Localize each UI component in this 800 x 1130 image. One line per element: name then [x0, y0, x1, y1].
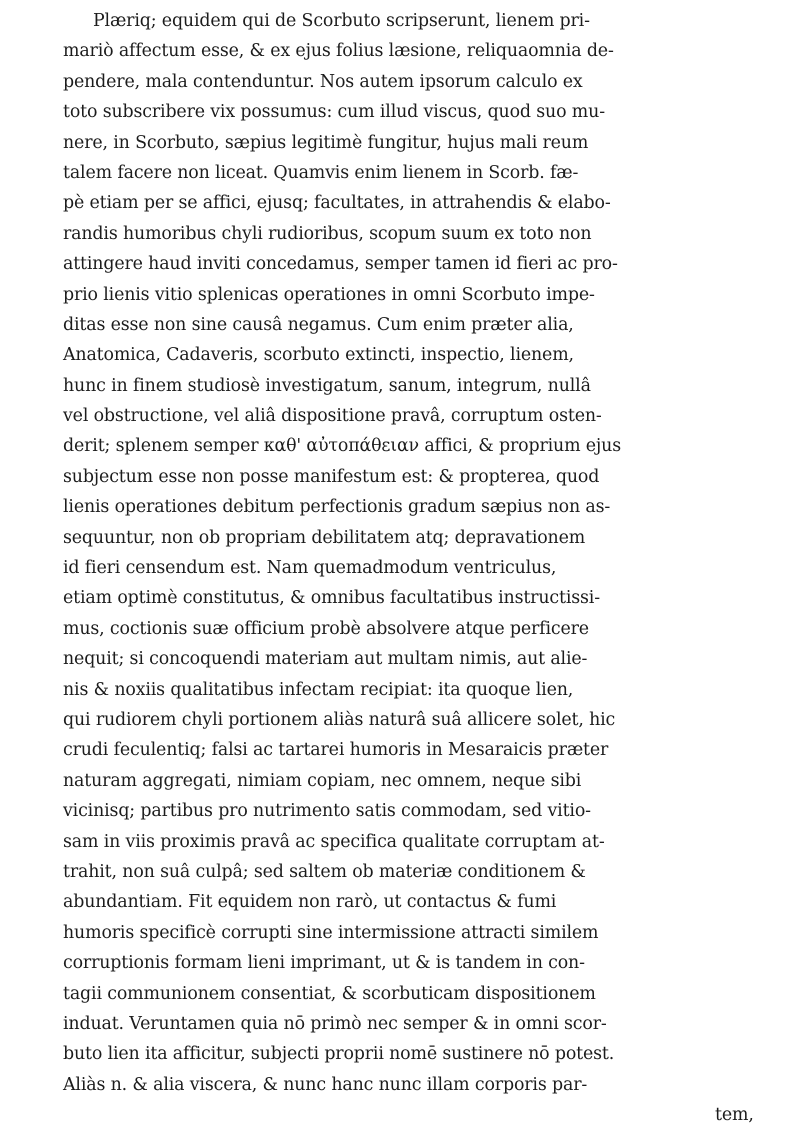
text-line: id fieri censendum est. Nam quemadmodum ventriculus,	[63, 558, 557, 579]
text-line: buto lien ita afficitur, subjecti proprii nomē sustinere nō potest.	[63, 1044, 615, 1065]
text-line: trahit, non suâ culpâ; sed saltem ob materiæ conditionem &	[63, 861, 586, 882]
text-line: tagii communionem consentiat, & scorbuticam dispositionem	[63, 983, 596, 1004]
text-line: crudi feculentiq; falsi ac tartarei humoris in Mesaraicis præter	[63, 740, 609, 761]
text-line: qui rudiorem chyli portionem aliàs naturâ suâ allicere solet, hic	[63, 709, 616, 730]
text-line: Anatomica, Cadaveris, scorbuto extincti, inspectio, lienem,	[63, 345, 574, 366]
text-line: nis & noxiis qualitatibus infectam recipiat: ita quoque lien,	[63, 679, 574, 700]
text-line: hunc in finem studiosè investigatum, sanum, integrum, nullâ	[63, 375, 591, 396]
text-line: pè etiam per se affici, ejusq; facultates, in attrahendis & elabo-	[63, 193, 611, 214]
text-line: lienis operationes debitum perfectionis gradum sæpius non as-	[63, 497, 611, 518]
text-line: ditas esse non sine causâ negamus. Cum enim præter alia,	[63, 314, 574, 335]
text-line: mariò affectum esse, & ex ejus folius læsione, reliquaomnia de-	[63, 41, 614, 62]
text-line: nere, in Scorbuto, sæpius legitimè fungitur, hujus mali reum	[63, 132, 589, 153]
text-line: etiam optimè constitutus, & omnibus facultatibus instructissi-	[63, 588, 600, 609]
text-line: sam in viis proximis pravâ ac specifica qualitate corruptam at-	[63, 831, 605, 852]
text-line: prio lienis vitio splenicas operationes in omni Scorbuto impe-	[63, 284, 595, 305]
text-line: vel obstructione, vel aliâ dispositione pravâ, corruptum osten-	[63, 406, 602, 427]
text-line: pendere, mala contenduntur. Nos autem ipsorum calculo ex	[63, 71, 583, 92]
text-line: derit; splenem semper καθ' αὐτοπάθειαν affici, & proprium ejus	[63, 436, 622, 457]
text-line: abundantiam. Fit equidem non rarò, ut contactus & fumi	[63, 892, 557, 913]
catchword: tem,	[715, 1105, 754, 1126]
text-line: Plæriq; equidem qui de Scorbuto scripserunt, lienem pri-	[93, 11, 590, 31]
text-line: Aliàs n. & alia viscera, & nunc hanc nunc illam corporis par-	[63, 1074, 588, 1095]
text-line: talem facere non liceat. Quamvis enim lienem in Scorb. fæ-	[63, 162, 579, 183]
body-text	[50, 6, 790, 1130]
text-line: corruptionis formam lieni imprimant, ut & is tandem in con-	[63, 953, 585, 974]
text-line: induat. Veruntamen quia nō primò nec semper & in omni scor-	[63, 1013, 607, 1034]
text-line: attingere haud inviti concedamus, semper tamen id fieri ac pro-	[63, 254, 618, 275]
text-line: mus, coctionis suæ officium probè absolvere atque perficere	[63, 618, 589, 639]
text-line: subjectum esse non posse manifestum est: & propterea, quod	[63, 466, 600, 487]
text-line: randis humoribus chyli rudioribus, scopum suum ex toto non	[63, 223, 592, 244]
text-line: toto subscribere vix possumus: cum illud viscus, quod suo mu-	[63, 102, 605, 123]
text-line: vicinisq; partibus pro nutrimento satis commodam, sed vitio-	[63, 801, 591, 822]
text-line: sequuntur, non ob propriam debilitatem atq; depravationem	[63, 527, 586, 548]
text-line: humoris specificè corrupti sine intermissione attracti similem	[63, 922, 599, 943]
text-line: naturam aggregati, nimiam copiam, nec omnem, neque sibi	[63, 770, 582, 791]
text-line: nequit; si concoquendi materiam aut multam nimis, aut alie-	[63, 649, 588, 670]
